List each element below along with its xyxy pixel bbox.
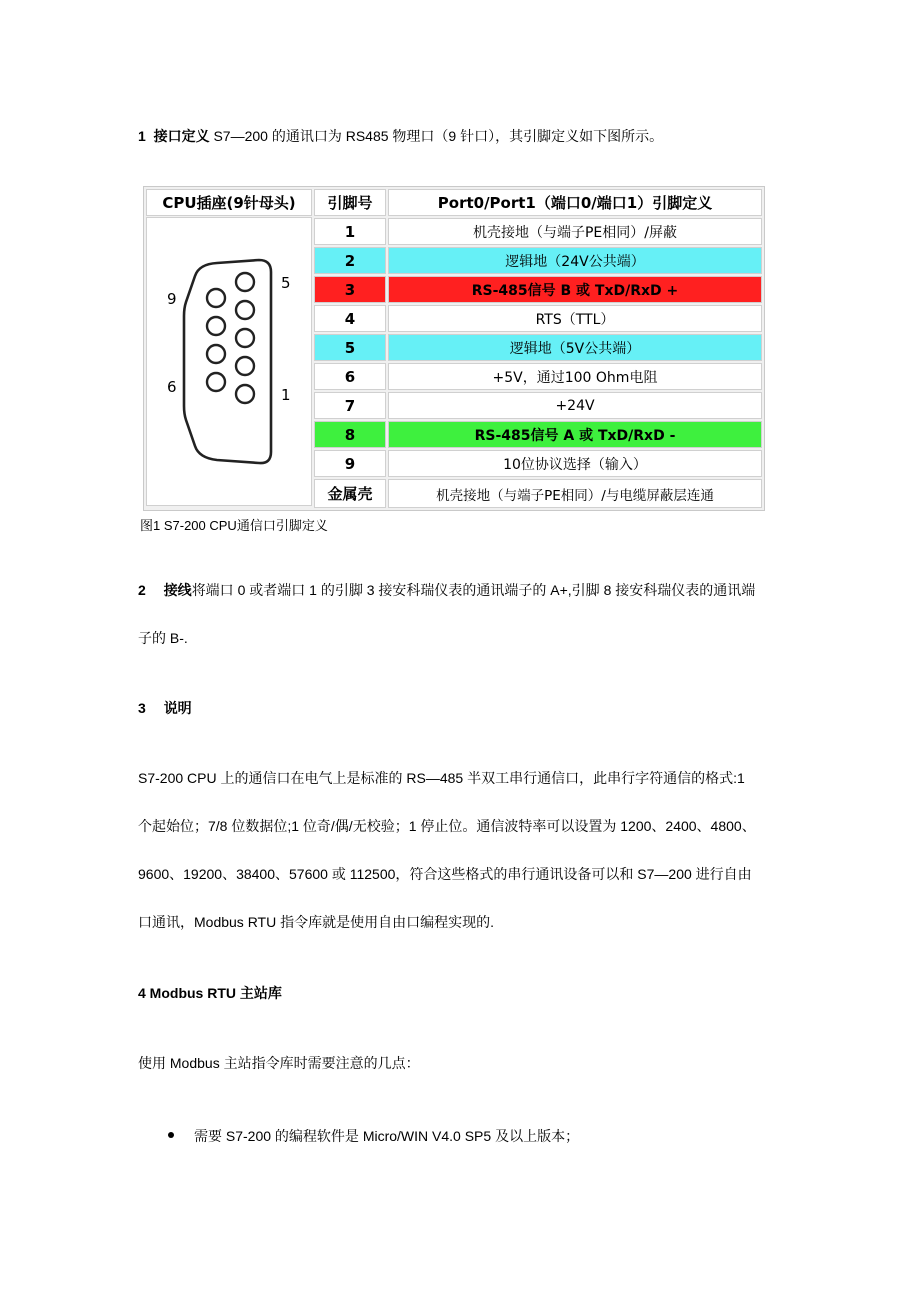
paragraph-line: 9600、19200、38400、57600 或 112500，符合这些格式的串行通讯设备可以和 S7—200 进行自由 bbox=[138, 866, 752, 882]
pin-definition: +24V bbox=[388, 392, 762, 419]
section-2-number: 2 bbox=[138, 582, 146, 598]
bullet-icon bbox=[168, 1132, 174, 1138]
connector-label-5: 5 bbox=[281, 274, 291, 292]
connector-label-9: 9 bbox=[167, 290, 177, 308]
pin-definition: 逻辑地（5V公共端） bbox=[388, 334, 762, 361]
section-3-heading bbox=[138, 698, 192, 718]
pin-definition: 逻辑地（24V公共端） bbox=[388, 247, 762, 274]
pin-definition: RS-485信号 A 或 TxD/RxD - bbox=[388, 421, 762, 448]
pin-definition: RS-485信号 B 或 TxD/RxD + bbox=[388, 276, 762, 303]
section-1-title: 接口定义 bbox=[153, 128, 210, 144]
bullet-text: 需要 S7-200 的编程软件是 Micro/WIN V4.0 SP5 及以上版本； bbox=[194, 1128, 580, 1144]
pin-number: 金属壳 bbox=[314, 479, 386, 508]
bullet-item bbox=[168, 1126, 579, 1146]
pin-number: 4 bbox=[314, 305, 386, 332]
connector-label-6: 6 bbox=[167, 378, 177, 396]
header-pin-number: 引脚号 bbox=[314, 189, 386, 216]
pin-number: 3 bbox=[314, 276, 386, 303]
pin-number: 2 bbox=[314, 247, 386, 274]
pin-number: 1 bbox=[314, 218, 386, 245]
pin-number: 7 bbox=[314, 392, 386, 419]
header-cpu-socket: CPU插座(9针母头) bbox=[146, 189, 312, 216]
section-3-title: 说明 bbox=[163, 700, 192, 716]
db9-connector-diagram bbox=[146, 217, 312, 506]
header-pin-definition: Port0/Port1（端口0/端口1）引脚定义 bbox=[388, 189, 762, 216]
section-1-number: 1 bbox=[138, 128, 146, 144]
pinout-table bbox=[143, 186, 765, 511]
paragraph-line: 个起始位；7/8 位数据位;1 位奇/偶/无校验；1 停止位。通信波特率可以设置为 1200、2400、4800、 bbox=[138, 818, 756, 834]
section-2-line-2: 子的 B-. bbox=[138, 630, 188, 646]
pin-number: 9 bbox=[314, 450, 386, 477]
section-3-number: 3 bbox=[138, 700, 146, 716]
db9-connector-icon bbox=[147, 218, 311, 505]
pin-definition: +5V，通过100 Ohm电阻 bbox=[388, 363, 762, 390]
section-1-line bbox=[138, 126, 663, 146]
figure-caption: 图1 S7-200 CPU通信口引脚定义 bbox=[140, 518, 328, 533]
section-2-text: 将端口 0 或者端口 1 的引脚 3 接安科瑞仪表的通讯端子的 A+,引脚 8 接安科瑞仪表的通讯端 bbox=[191, 582, 756, 598]
pin-definition: RTS（TTL） bbox=[388, 305, 762, 332]
paragraph-line: 口通讯，Modbus RTU 指令库就是使用自由口编程实现的. bbox=[138, 914, 494, 930]
connector-label-1: 1 bbox=[281, 386, 291, 404]
paragraph-line: S7-200 CPU 上的通信口在电气上是标准的 RS—485 半双工串行通信口，此串行字符通信的格式:1 bbox=[138, 770, 745, 786]
section-2-line-1 bbox=[138, 580, 755, 600]
pin-definition: 机壳接地（与端子PE相同）/屏蔽 bbox=[388, 218, 762, 245]
section-2-title: 接线 bbox=[163, 582, 192, 598]
pin-definition: 机壳接地（与端子PE相同）/与电缆屏蔽层连通 bbox=[388, 479, 762, 508]
pin-definition: 10位协议选择（输入） bbox=[388, 450, 762, 477]
pin-number: 5 bbox=[314, 334, 386, 361]
section-1-text: S7—200 的通讯口为 RS485 物理口（9 针口），其引脚定义如下图所示。 bbox=[213, 128, 664, 144]
pin-number: 6 bbox=[314, 363, 386, 390]
pin-number: 8 bbox=[314, 421, 386, 448]
section-4-heading: 4 Modbus RTU 主站库 bbox=[138, 985, 282, 1001]
intro-text: 使用 Modbus 主站指令库时需要注意的几点： bbox=[138, 1055, 420, 1071]
